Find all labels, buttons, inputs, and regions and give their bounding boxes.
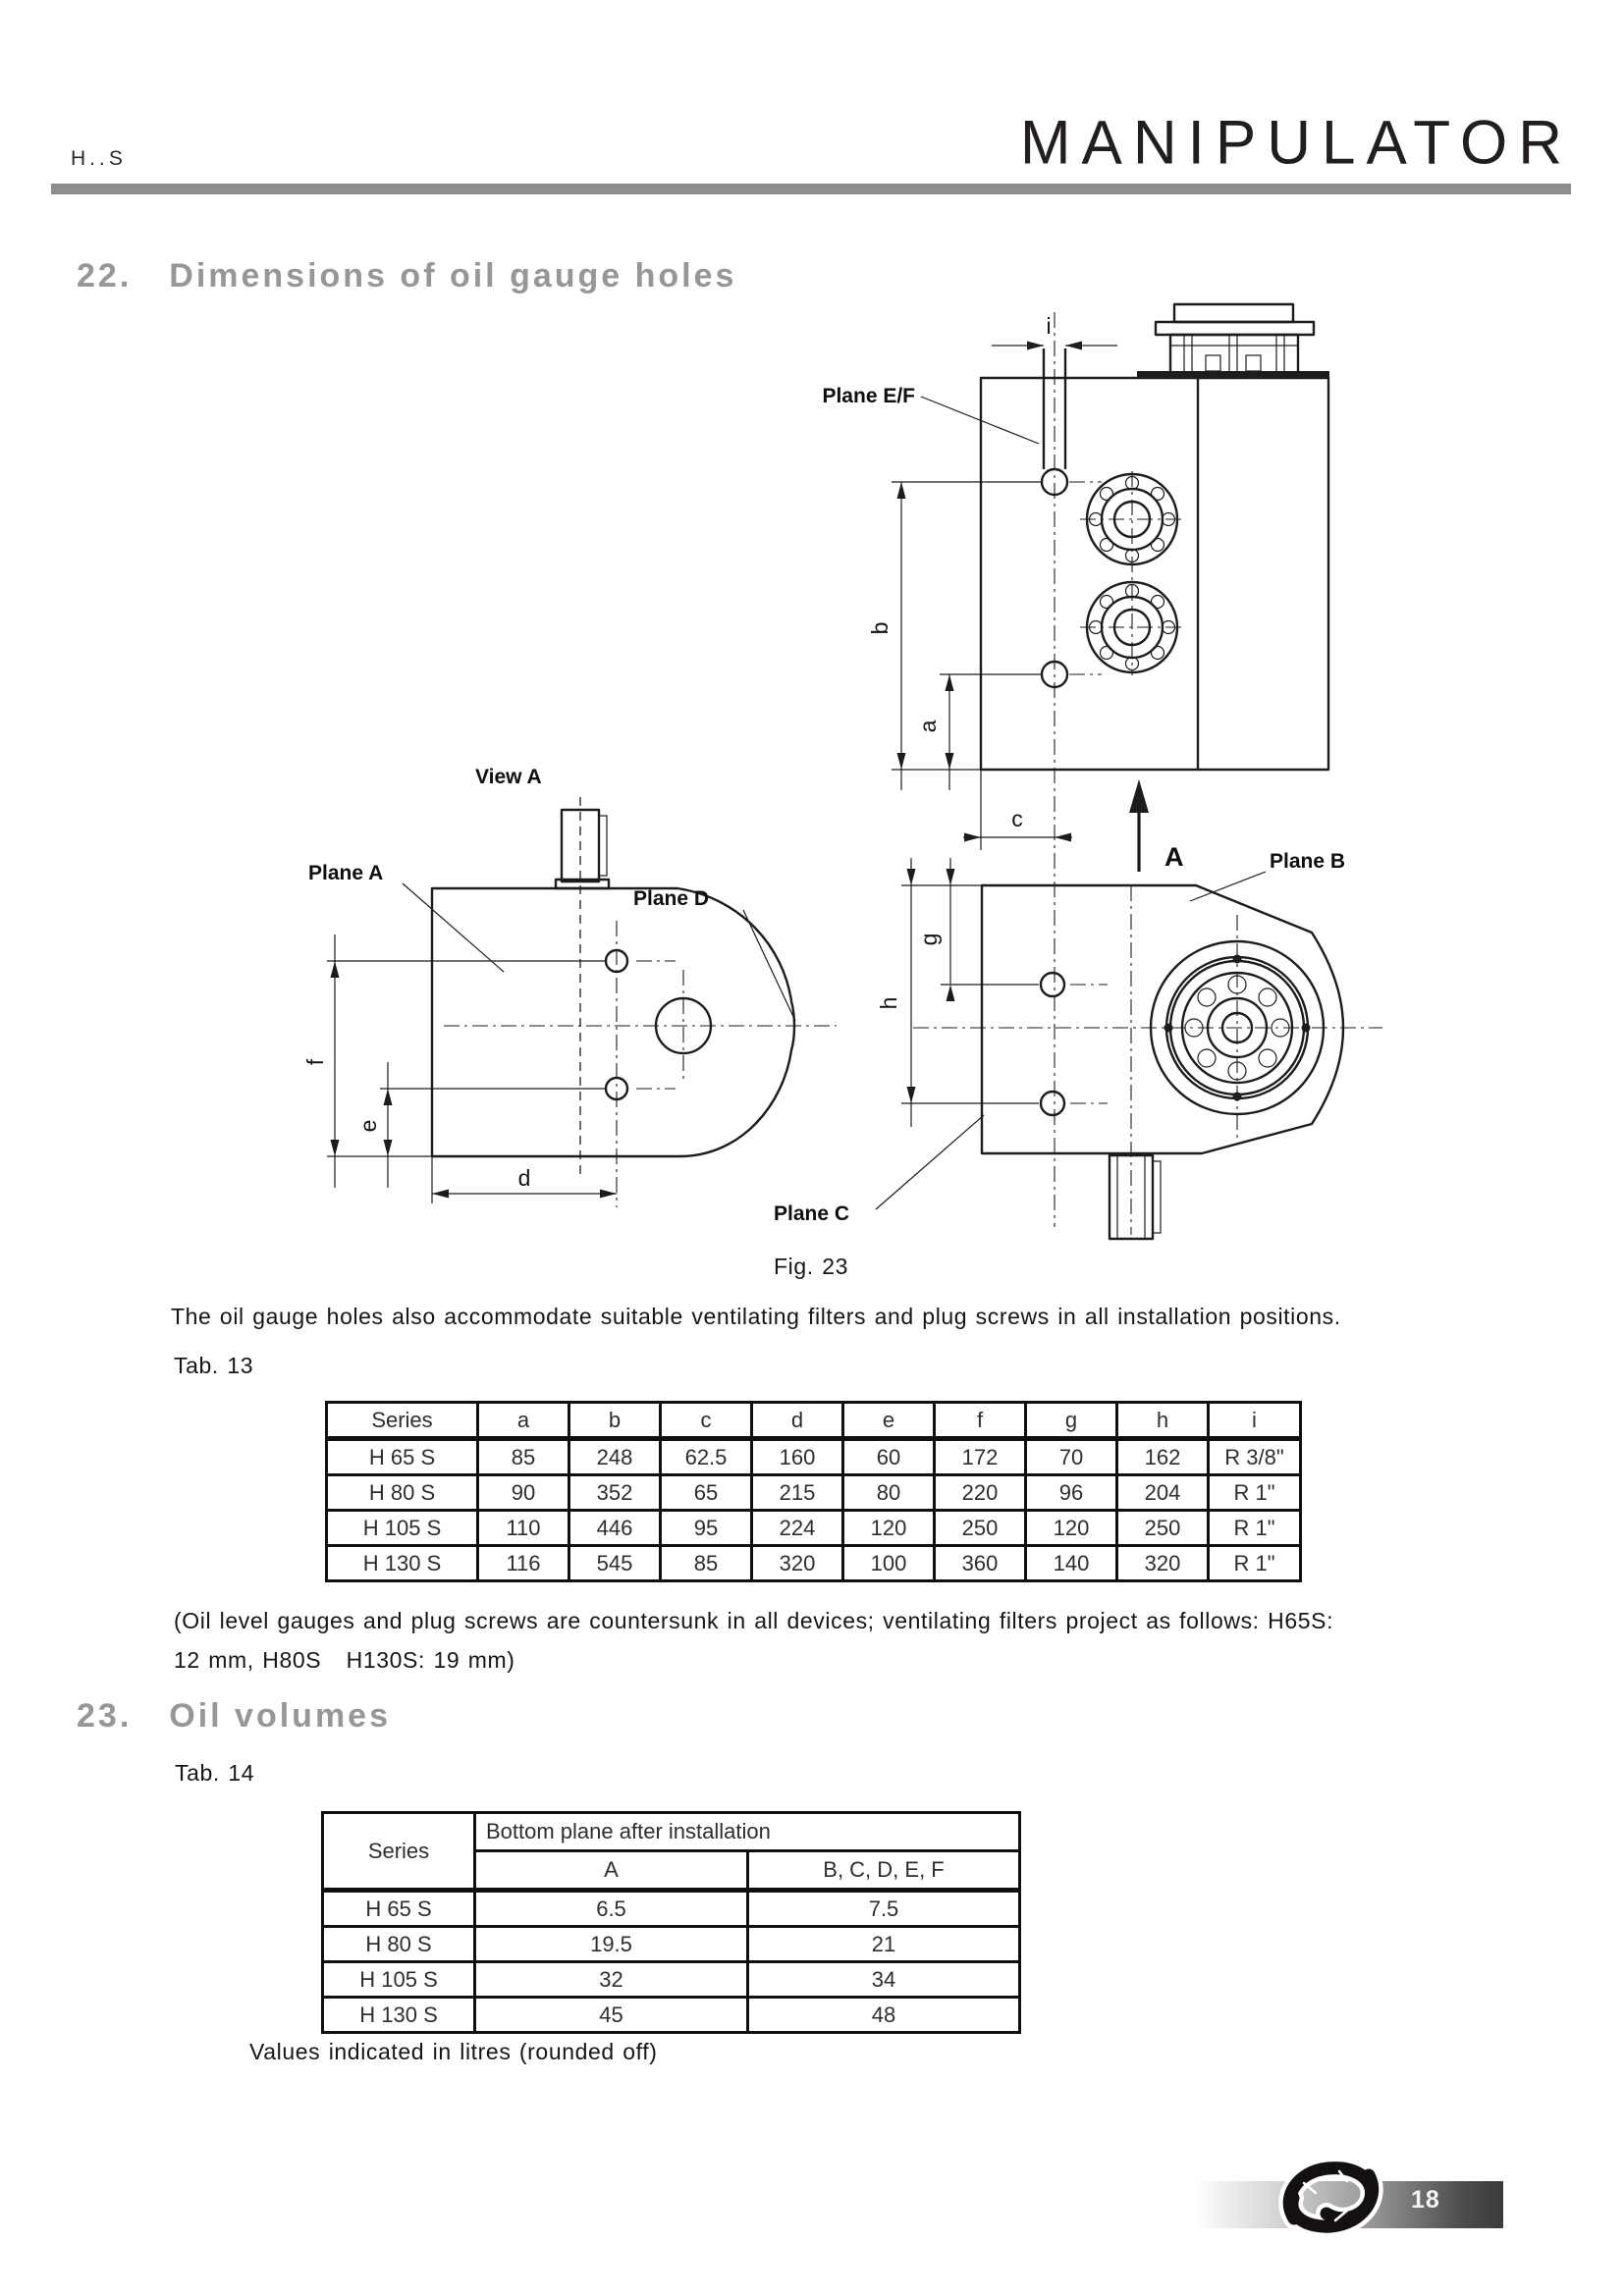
table-cell: H 105 S: [327, 1511, 478, 1546]
group-header: Bottom plane after installation: [475, 1813, 1020, 1851]
section-number: 23.: [77, 1697, 133, 1735]
table-cell: 352: [569, 1475, 661, 1511]
table-cell: 162: [1117, 1439, 1209, 1475]
table-cell: 204: [1117, 1475, 1209, 1511]
header-rule: [51, 184, 1571, 194]
table-cell: 32: [475, 1962, 748, 1998]
table-row: [327, 1546, 1301, 1581]
table-cell: 320: [1117, 1546, 1209, 1581]
svg-text:Plane E/F: Plane E/F: [822, 385, 915, 407]
table-cell: 7.5: [748, 1891, 1020, 1927]
company-knot-logo-icon: [1274, 2154, 1392, 2242]
tab13-label: Tab. 13: [174, 1353, 254, 1378]
table-cell: H 105 S: [323, 1962, 475, 1998]
section-23-title: [77, 1697, 391, 1735]
flange-lower: [1080, 471, 1184, 675]
dim-g: [901, 858, 1039, 1001]
model-code: H..S: [71, 147, 127, 170]
output-shaft-bottom: [1110, 1155, 1161, 1239]
section-number: 22.: [77, 257, 133, 294]
table-cell: 224: [752, 1511, 843, 1546]
svg-text:c: c: [1011, 806, 1023, 831]
header-cell: a: [478, 1403, 569, 1439]
table-cell: 65: [661, 1475, 752, 1511]
table-row: [323, 1962, 1020, 1998]
table-cell: 6.5: [475, 1891, 748, 1927]
brand-logo-text: MANIPULATOR: [1019, 108, 1573, 178]
table-cell: 19.5: [475, 1927, 748, 1962]
header-cell: d: [752, 1403, 843, 1439]
table-row: [327, 1475, 1301, 1511]
footnote: Values indicated in litres (rounded off): [249, 2039, 658, 2064]
table-cell: 48: [748, 1998, 1020, 2033]
table-cell: 120: [843, 1511, 935, 1546]
table-cell: H 65 S: [323, 1891, 475, 1927]
table-cell: 215: [752, 1475, 843, 1511]
table-cell: 220: [935, 1475, 1026, 1511]
oil-volumes-table: [321, 1811, 1021, 2034]
header-cell: b: [569, 1403, 661, 1439]
table-cell: 21: [748, 1927, 1020, 1962]
table-cell: 60: [843, 1439, 935, 1475]
table-cell: R 1": [1209, 1475, 1301, 1511]
dim-h: [876, 858, 1039, 1127]
table-cell: 90: [478, 1475, 569, 1511]
table-header-row: [323, 1813, 1020, 1851]
dim-d: [432, 1156, 617, 1203]
svg-text:A: A: [1164, 842, 1184, 872]
front-view: [822, 304, 1329, 1227]
table-cell: 62.5: [661, 1439, 752, 1475]
subheader-a: A: [475, 1851, 748, 1891]
header-cell: f: [935, 1403, 1026, 1439]
table-cell: 120: [1026, 1511, 1117, 1546]
svg-text:Plane C: Plane C: [774, 1202, 850, 1225]
plane-a-label: [308, 862, 504, 972]
table-cell: H 80 S: [323, 1927, 475, 1962]
table-cell: R 1": [1209, 1546, 1301, 1581]
svg-text:Plane A: Plane A: [308, 862, 384, 884]
table-cell: 360: [935, 1546, 1026, 1581]
svg-text:f: f: [302, 1058, 328, 1066]
table-row: [327, 1439, 1301, 1475]
vent-plug-assembly: [1137, 304, 1329, 379]
header-cell: h: [1117, 1403, 1209, 1439]
table-row: [323, 1927, 1020, 1962]
svg-text:a: a: [915, 720, 941, 733]
svg-text:g: g: [916, 933, 942, 946]
table-cell: 85: [478, 1439, 569, 1475]
header-cell: g: [1026, 1403, 1117, 1439]
table-cell: 320: [752, 1546, 843, 1581]
header-cell: Series: [327, 1403, 478, 1439]
output-shaft-top: [556, 810, 609, 888]
table-cell: 160: [752, 1439, 843, 1475]
dim-e: [355, 1062, 606, 1188]
table-cell: 70: [1026, 1439, 1117, 1475]
section-title-text: Oil volumes: [169, 1697, 391, 1735]
header-cell: i: [1209, 1403, 1301, 1439]
plane-d-label: [633, 887, 795, 1021]
plane-ef-label: [822, 385, 1039, 444]
svg-text:Plane D: Plane D: [633, 887, 710, 910]
svg-text:e: e: [355, 1119, 381, 1133]
table-row: [327, 1511, 1301, 1546]
table-cell: H 65 S: [327, 1439, 478, 1475]
paragraph: The oil gauge holes also accommodate suitable ventilating filters and plug screws in all installation positions.: [171, 1304, 1341, 1329]
table-cell: 250: [1117, 1511, 1209, 1546]
table-cell: 110: [478, 1511, 569, 1546]
svg-text:d: d: [517, 1165, 531, 1191]
table-cell: R 3/8": [1209, 1439, 1301, 1475]
header-cell: c: [661, 1403, 752, 1439]
header-cell: e: [843, 1403, 935, 1439]
table-cell: 446: [569, 1511, 661, 1546]
svg-text:View A: View A: [475, 766, 542, 788]
table-cell: H 130 S: [323, 1998, 475, 2033]
section-title-text: Dimensions of oil gauge holes: [169, 257, 737, 294]
svg-text:h: h: [876, 996, 901, 1010]
svg-text:Plane B: Plane B: [1270, 850, 1346, 873]
table-cell: 140: [1026, 1546, 1117, 1581]
table-cell: 545: [569, 1546, 661, 1581]
figure-23-technical-drawing: [0, 275, 1624, 1266]
dim-f: [302, 934, 606, 1188]
table-cell: R 1": [1209, 1511, 1301, 1546]
series-header: Series: [323, 1813, 475, 1891]
table-cell: 172: [935, 1439, 1026, 1475]
table-cell: 85: [661, 1546, 752, 1581]
table-cell: H 80 S: [327, 1475, 478, 1511]
dim-b: [867, 482, 1042, 790]
table-cell: 34: [748, 1962, 1020, 1998]
table-cell: 116: [478, 1546, 569, 1581]
side-view-flange: [774, 850, 1382, 1239]
subheader-bcdef: B, C, D, E, F: [748, 1851, 1020, 1891]
table-row: [323, 1891, 1020, 1927]
dim-a: [915, 674, 1042, 790]
figure-caption: Fig. 23: [774, 1254, 849, 1279]
svg-text:b: b: [867, 621, 893, 635]
table-row: [323, 1998, 1020, 2033]
table-cell: 95: [661, 1511, 752, 1546]
table-cell: 80: [843, 1475, 935, 1511]
page-number: 18: [1411, 2186, 1440, 2214]
dimensions-table: [325, 1401, 1302, 1582]
view-direction-arrow: [1129, 779, 1184, 872]
table-cell: 45: [475, 1998, 748, 2033]
plane-c-label: [774, 1115, 984, 1225]
table-cell: 250: [935, 1511, 1026, 1546]
table-cell: 96: [1026, 1475, 1117, 1511]
dim-c: [963, 770, 1072, 850]
table-cell: H 130 S: [327, 1546, 478, 1581]
view-a-side-view: [302, 766, 837, 1207]
tab14-label: Tab. 14: [175, 1760, 255, 1786]
table-cell: 100: [843, 1546, 935, 1581]
note-text: (Oil level gauges and plug screws are countersunk in all devices; ventilating filters project as follows: H65S: 12 mm, H80S H130S: 19 mm): [174, 1608, 1334, 1673]
table-cell: 248: [569, 1439, 661, 1475]
svg-text:i: i: [1046, 313, 1052, 339]
table-header-row: [327, 1403, 1301, 1439]
